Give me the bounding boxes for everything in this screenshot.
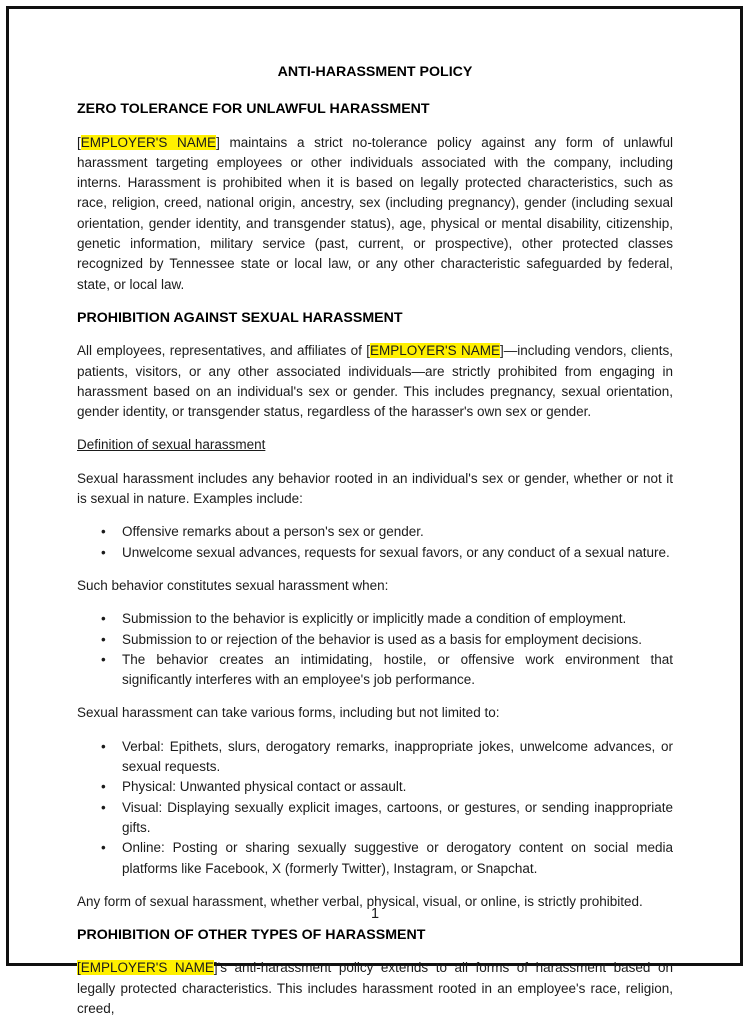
text-run: Such behavior constitutes sexual harassment when: <box>77 577 389 593</box>
text-run: [ <box>77 134 81 150</box>
bullet-list <box>77 609 673 690</box>
paragraph <box>77 958 673 1019</box>
highlighted-placeholder: [EMPLOYER'S NAME <box>77 960 214 976</box>
bullet-item: • Submission to the behavior is explicitly or implicitly made a condition of employment. <box>77 609 673 629</box>
page-number: 1 <box>370 906 380 922</box>
bullet-item: • Verbal: Epithets, slurs, derogatory remarks, inappropriate jokes, unwelcome advances, or sexual requests. <box>77 737 673 778</box>
paragraph <box>77 469 673 510</box>
bullet-item: • Submission to or rejection of the behavior is used as a basis for employment decisions. <box>77 630 673 650</box>
section-heading: ZERO TOLERANCE FOR UNLAWFUL HARASSMENT <box>77 101 430 118</box>
highlighted-placeholder: EMPLOYER'S NAME <box>370 343 500 359</box>
document-title: ANTI-HARASSMENT POLICY <box>277 64 473 80</box>
text-run: Any form of sexual harassment, whether verbal, physical, visual, or online, is strictly prohibited. <box>77 893 643 909</box>
bullet-item: • Physical: Unwanted physical contact or assault. <box>77 777 673 797</box>
section-heading: PROHIBITION OF OTHER TYPES OF HARASSMENT <box>77 927 426 944</box>
text-run: ] maintains a strict no-tolerance policy against any form of unlawful harassment targeting employees or other individuals associated with the company, including interns. Harassment is prohibited when it is based on legally protected characteristics, such as race, religion, creed, national origin, ancestry, sex (including pregnancy), gender (including sexual orientation, gender identity, and transgender status), age, physical or mental disability, citizenship, genetic information, military service (past, current, or prospective), other protected classes recognized by Tennessee state or local law, or any other characteristic safeguarded by federal, state, or local law. <box>77 134 673 292</box>
bullet-list <box>77 522 673 563</box>
document-content <box>77 62 673 1032</box>
paragraph <box>77 576 673 596</box>
bullet-item: • Offensive remarks about a person's sex or gender. <box>77 522 673 542</box>
text-run: ]'s anti-harassment policy extends to all forms of harassment based on legally protected characteristics. This includes harassment rooted in an employee's race, religion, creed, <box>77 960 673 1016</box>
paragraph <box>77 341 673 422</box>
bullet-item: • Online: Posting or sharing sexually suggestive or derogatory content on social media platforms like Facebook, X (formerly Twitter), Instagram, or Snapchat. <box>77 838 673 879</box>
bullet-item: • The behavior creates an intimidating, hostile, or offensive work environment that significantly interferes with an employee's job performance. <box>77 650 673 691</box>
bullet-item: • Unwelcome sexual advances, requests for sexual favors, or any conduct of a sexual nature. <box>77 543 673 563</box>
bullet-list <box>77 737 673 879</box>
text-run: ]—including vendors, clients, patients, visitors, or any other associated individuals—are strictly prohibited from engaging in harassment based on an individual's sex or gender. This includes pregnancy, sexual orientation, gender identity, or transgender status, regardless of the harasser's own sex or gender. <box>77 343 674 420</box>
text-run: Sexual harassment can take various forms, including but not limited to: <box>77 705 500 721</box>
subsection-heading: Definition of sexual harassment <box>77 437 266 453</box>
section-heading: PROHIBITION AGAINST SEXUAL HARASSMENT <box>77 309 403 326</box>
text-run: Sexual harassment includes any behavior rooted in an individual's sex or gender, whether or not it is sexual in nature. Examples include: <box>77 470 673 507</box>
document-blocks <box>77 99 673 1019</box>
bullet-item: • Visual: Displaying sexually explicit images, cartoons, or gestures, or sending inappropriate gifts. <box>77 798 673 839</box>
paragraph <box>77 133 673 295</box>
highlighted-placeholder: EMPLOYER'S NAME <box>80 134 217 150</box>
text-run: All employees, representatives, and affiliates of [ <box>77 343 370 359</box>
paragraph <box>77 703 673 723</box>
